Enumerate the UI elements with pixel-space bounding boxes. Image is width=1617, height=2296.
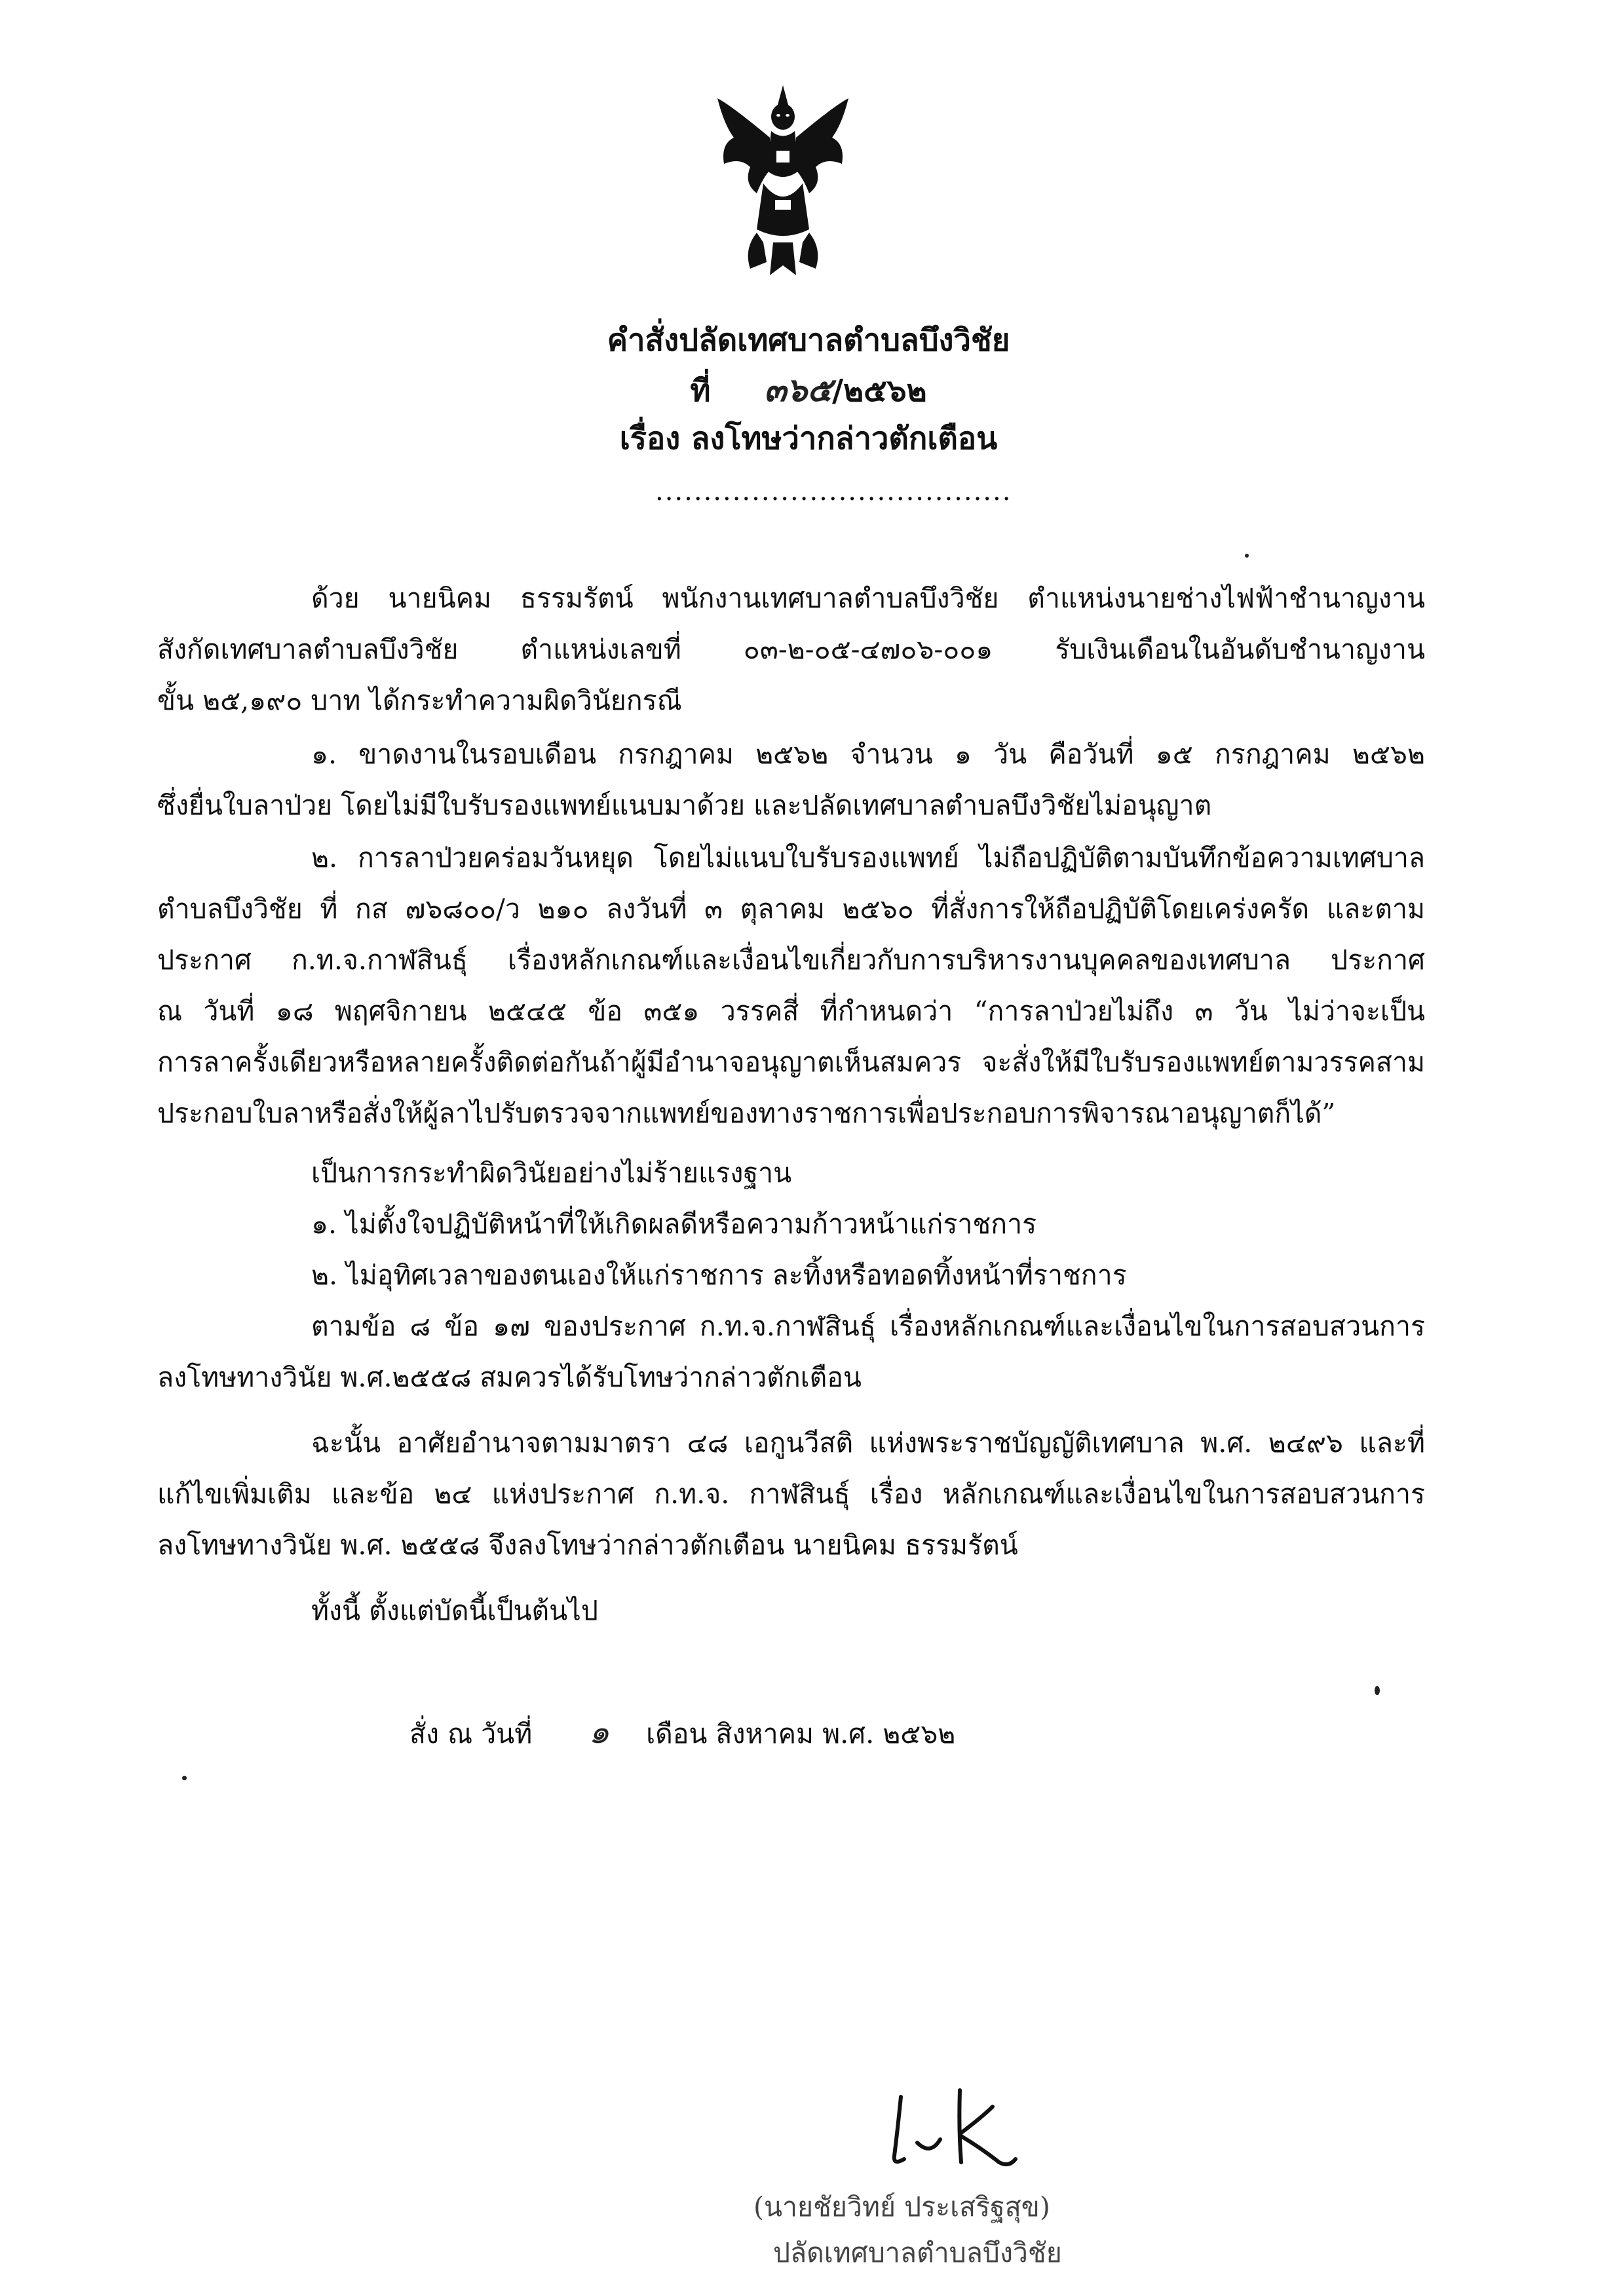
handwritten-signature — [862, 2077, 1032, 2175]
body-line: ๒. การลาป่วยคร่อมวันหยุด โดยไม่แนบใบรับรองแพทย์ ไม่ถือปฏิบัติตามบันทึกข้อความเทศบาล — [311, 842, 1425, 873]
body-line: ๒. ไม่อุทิศเวลาของตนเองให้แก่ราชการ ละทิ้งหรือทอดทิ้งหน้าที่ราชการ — [311, 1259, 1127, 1291]
signer-position: ปลัดเทศบาลตำบลบึงวิชัย — [773, 2237, 1062, 2268]
scan-speck — [1245, 554, 1249, 558]
body-line: ขั้น ๒๕,๑๙๐ บาท ได้กระทำความผิดวินัยกรณี — [157, 685, 682, 716]
body-line: ลงโทษทางวินัย พ.ศ. ๒๕๕๘ จึงลงโทษว่ากล่าวตักเตือน นายนิคม ธรรมรัตน์ — [157, 1529, 1018, 1561]
order-date-rest: เดือน สิงหาคม พ.ศ. ๒๕๖๒ — [646, 1718, 956, 1750]
body-line: การลาครั้งเดียวหรือหลายครั้งติดต่อกันถ้าผู้มีอำนาจอนุญาตเห็นสมควร จะสั่งให้มีใบรับรองแพทย์ตามวรรคสาม — [157, 1046, 1425, 1078]
order-number-prefix: ที่ — [690, 373, 711, 409]
body-line: ประกาศ ก.ท.จ.กาฬสินธุ์ เรื่องหลักเกณฑ์และเงื่อนไขเกี่ยวกับการบริหารงานบุคคลของเทศบาล ประกาศ — [157, 944, 1425, 976]
order-date — [409, 1713, 955, 1752]
order-number-suffix: /๒๕๖๒ — [832, 373, 927, 409]
order-number — [0, 370, 1617, 411]
body-line: แก้ไขเพิ่มเติม และข้อ ๒๔ แห่งประกาศ ก.ท.จ. กาฬสินธุ์ เรื่อง หลักเกณฑ์และเงื่อนไขในการสอบสวนการ — [157, 1478, 1425, 1510]
body-line: ณ วันที่ ๑๘ พฤศจิกายน ๒๕๔๕ ข้อ ๓๕๑ วรรคสี่ ที่กำหนดว่า “การลาป่วยไม่ถึง ๓ วัน ไม่ว่าจะเป็น — [157, 995, 1425, 1027]
scan-speck — [182, 1776, 187, 1780]
order-number-handwritten: ๓๖๕ — [764, 371, 833, 409]
signer-name: (นายชัยวิทย์ ประเสริฐสุข) — [753, 2191, 1050, 2223]
body-line: ตำบลบึงวิชัย ที่ กส ๗๖๘๐๐/ว ๒๑๐ ลงวันที่ ๓ ตุลาคม ๒๕๖๐ ที่สั่งการให้ถือปฏิบัติโดยเคร่งครัด และตาม — [157, 893, 1425, 925]
garuda-emblem — [704, 79, 862, 282]
order-date-prefix: สั่ง ณ วันที่ — [409, 1718, 533, 1750]
body-line: ๑. ไม่ตั้งใจปฏิบัติหน้าที่ให้เกิดผลดีหรือความก้าวหน้าแก่ราชการ — [311, 1208, 1037, 1240]
body-line: ๑. ขาดงานในรอบเดือน กรกฎาคม ๒๕๖๒ จำนวน ๑ วัน คือวันที่ ๑๕ กรกฎาคม ๒๕๖๒ — [311, 738, 1425, 770]
body-line: ประกอบใบลาหรือสั่งให้ผู้ลาไปรับตรวจจากแพทย์ของทางราชการเพื่อประกอบการพิจารณาอนุญาตก็ได้” — [157, 1098, 1336, 1129]
scan-speck — [1375, 1686, 1380, 1695]
body-line: ด้วย นายนิคม ธรรมรัตน์ พนักงานเทศบาลตำบลบึงวิชัย ตำแหน่งนายช่างไฟฟ้าชำนาญงาน — [311, 583, 1425, 614]
body-line: ซึ่งยื่นใบลาป่วย โดยไม่มีใบรับรองแพทย์แนบมาด้วย และปลัดเทศบาลตำบลบึงวิชัยไม่อนุญาต — [157, 790, 1212, 821]
body-line: ทั้งนี้ ตั้งแต่บัดนี้เป็นต้นไป — [311, 1595, 598, 1626]
body-line: เป็นการกระทำผิดวินัยอย่างไม่ร้ายแรงฐาน — [311, 1157, 792, 1189]
order-date-day-handwritten: ๑ — [588, 1713, 610, 1751]
body-line: ฉะนั้น อาศัยอำนาจตามมาตรา ๔๘ เอกูนวีสติ แห่งพระราชบัญญัติเทศบาล พ.ศ. ๒๔๙๖ และที่ — [311, 1427, 1425, 1459]
body-line: สังกัดเทศบาลตำบลบึงวิชัย ตำแหน่งเลขที่ ๐๓-๒-๐๕-๔๗๐๖-๐๐๑ รับเงินเดือนในอันดับชำนาญงาน — [157, 634, 1425, 665]
separator-dots: ..................................... — [655, 476, 1012, 507]
body-line: ลงโทษทางวินัย พ.ศ.๒๕๕๘ สมควรได้รับโทษว่ากล่าวตักเตือน — [157, 1362, 862, 1393]
order-title: คำสั่งปลัดเทศบาลตำบลบึงวิชัย — [607, 322, 1010, 358]
order-subject: เรื่อง ลงโทษว่ากล่าวตักเตือน — [619, 421, 998, 457]
body-line: ตามข้อ ๘ ข้อ ๑๗ ของประกาศ ก.ท.จ.กาฬสินธุ์ เรื่องหลักเกณฑ์และเงื่อนไขในการสอบสวนการ — [311, 1311, 1425, 1342]
